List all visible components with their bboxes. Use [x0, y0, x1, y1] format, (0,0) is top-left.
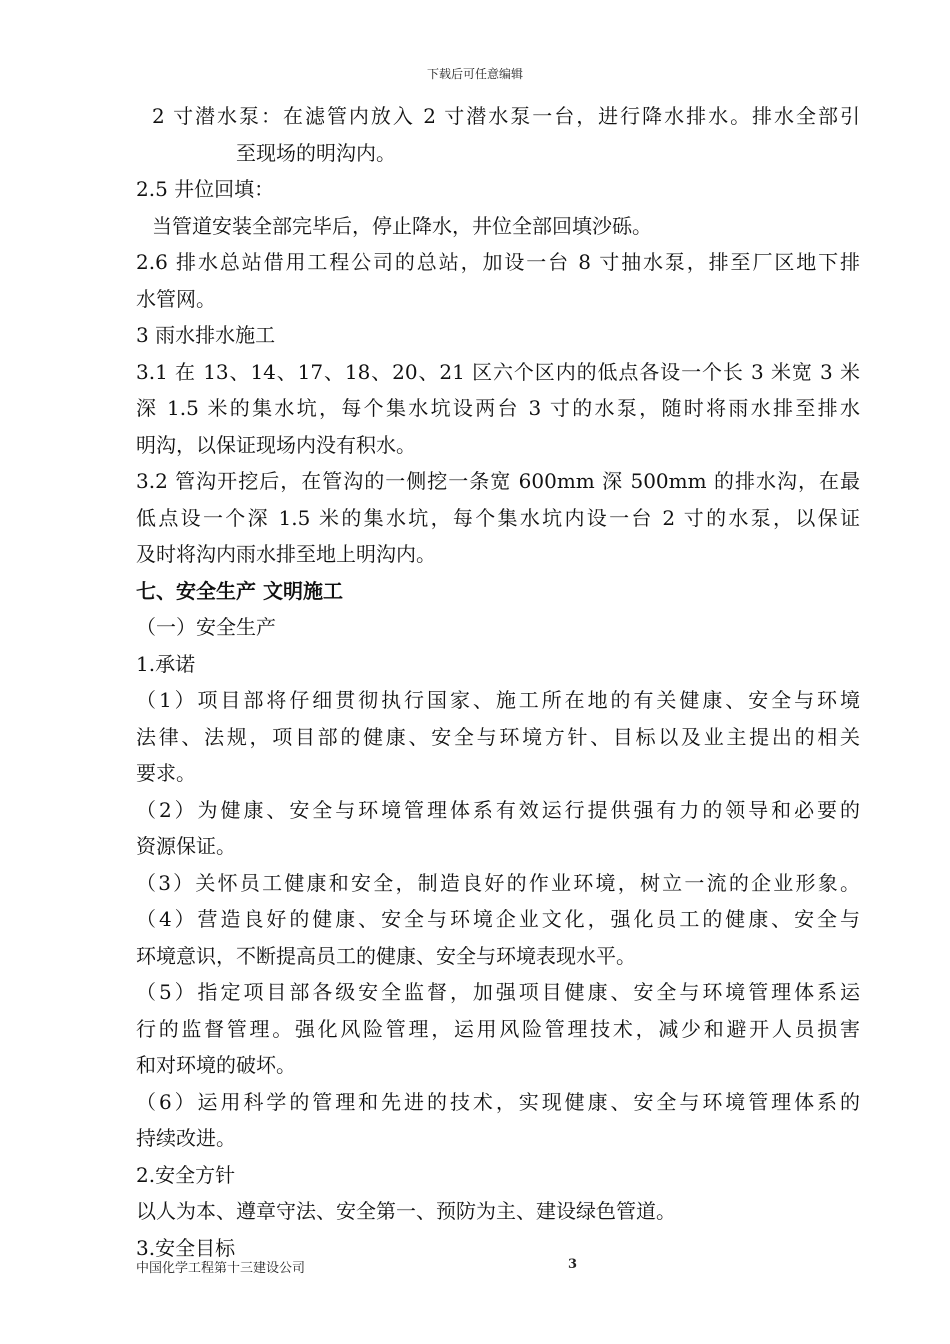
paragraph-line: （2）为健康、安全与环境管理体系有效运行提供强有力的领导和必要的	[136, 797, 860, 822]
paragraph-line: （6）运用科学的管理和先进的技术，实现健康、安全与环境管理体系的	[136, 1089, 860, 1114]
paragraph-line: 和对环境的破坏。	[136, 1053, 296, 1077]
paragraph-line: 明沟，以保证现场内没有积水。	[136, 432, 416, 457]
page-number: 3	[568, 1257, 578, 1272]
section-heading: 2.5 井位回填：	[136, 177, 275, 201]
paragraph-line: 3.1 在 13、14、17、18、20、21 区六个区内的低点各设一个长 3 米宽 3 米	[136, 359, 860, 384]
paragraph-line: 2.6 排水总站借用工程公司的总站，加设一台 8 寸抽水泵，排至厂区地下排	[136, 250, 860, 274]
paragraph-line: 2 寸潜水泵：在滤管内放入 2 寸潜水泵一台，进行降水排水。排水全部引	[152, 104, 860, 128]
paragraph-line: （3）关怀员工健康和安全，制造良好的作业环境，树立一流的企业形象。	[136, 870, 860, 895]
paragraph-line: （4）营造良好的健康、安全与环境企业文化，强化员工的健康、安全与	[136, 907, 860, 931]
document-body	[136, 98, 860, 1266]
paragraph-line: 低点设一个深 1.5 米的集水坑，每个集水坑内设一台 2 寸的水泵，以保证	[136, 505, 860, 530]
paragraph-line: 行的监督管理。强化风险管理，运用风险管理技术，减少和避开人员损害	[136, 1016, 860, 1041]
paragraph-line: 及时将沟内雨水排至地上明沟内。	[136, 542, 436, 566]
paragraph-line: （1）项目部将仔细贯彻执行国家、施工所在地的有关健康、安全与环境	[136, 688, 860, 712]
paragraph-line: 当管道安装全部完毕后，停止降水，井位全部回填沙砾。	[152, 213, 652, 238]
chapter-heading: 七、安全生产 文明施工	[136, 578, 343, 603]
section-heading: 1.承诺	[136, 651, 196, 676]
paragraph-line: 法律、法规，项目部的健康、安全与环境方针、目标以及业主提出的相关	[136, 724, 860, 749]
paragraph-line: 以人为本、遵章守法、安全第一、预防为主、建设绿色管道。	[136, 1199, 676, 1223]
paragraph-line: 至现场的明沟内。	[236, 140, 396, 165]
paragraph-line: 深 1.5 米的集水坑，每个集水坑设两台 3 寸的水泵，随时将雨水排至排水	[136, 396, 860, 420]
paragraph-line: 要求。	[136, 761, 196, 785]
section-heading: 2.安全方针	[136, 1162, 236, 1187]
paragraph-line: 持续改进。	[136, 1126, 236, 1150]
paragraph-line: 3.2 管沟开挖后，在管沟的一侧挖一条宽 600mm 深 500mm 的排水沟，在最	[136, 469, 860, 493]
paragraph-line: （5）指定项目部各级安全监督，加强项目健康、安全与环境管理体系运	[136, 980, 860, 1004]
page-header: 下载后可任意编辑	[426, 67, 523, 81]
paragraph-line: 资源保证。	[136, 834, 236, 858]
section-heading: 3.安全目标	[136, 1235, 236, 1260]
section-heading: 3 雨水排水施工	[136, 323, 276, 347]
subsection-heading: （一）安全生产	[136, 615, 276, 639]
footer-company: 中国化学工程第十三建设公司	[136, 1261, 306, 1276]
paragraph-line: 水管网。	[136, 286, 216, 311]
paragraph-line: 环境意识，不断提高员工的健康、安全与环境表现水平。	[136, 943, 636, 968]
